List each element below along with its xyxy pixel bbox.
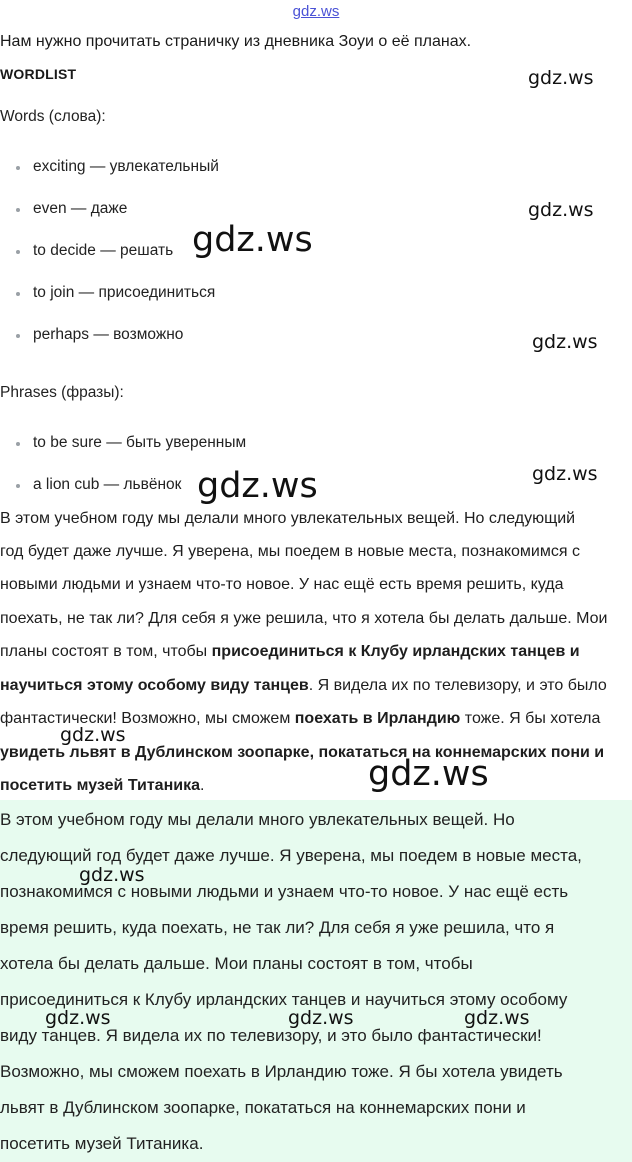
header-watermark-link[interactable]: gdz.ws — [292, 3, 340, 20]
answer-line: время решить, куда поехать, не так ли? Для себя я уже решила, что я — [0, 918, 555, 937]
paragraph-line — [0, 744, 604, 762]
paragraph-line: новыми людьми и узнаем что-то новое. У нас ещё есть время решить, куда — [0, 576, 564, 593]
answer-line: виду танцев. Я видела их по телевизору, и это было фантастически! — [0, 1026, 542, 1045]
answer-line: львят в Дублинском зоопарке, покататься на коннемарских пони и — [0, 1098, 526, 1117]
answer-line: хотела бы делать дальше. Мои планы состоят в том, чтобы — [0, 954, 473, 973]
paragraph-line: фантастически! Возможно, мы сможем поехать в Ирландию тоже. Я бы хотела — [0, 710, 601, 727]
watermark: gdz.ws — [288, 1007, 354, 1029]
watermark: gdz.ws — [368, 754, 489, 794]
highlighted-phrase: научиться этому особому виду танцев — [0, 677, 309, 694]
paragraph-line: посетить музей Титаника. — [0, 777, 205, 794]
answer-line: присоединиться к Клубу ирландских танцев и научиться этому особому — [0, 990, 568, 1009]
paragraph-line: год будет даже лучше. Я уверена, мы поедем в новые места, познакомимся с — [0, 543, 580, 560]
paragraph-line: научиться этому особому виду танцев. Я видела их по телевизору, и это было — [0, 677, 607, 694]
watermark: gdz.ws — [197, 466, 318, 506]
watermark: gdz.ws — [192, 220, 313, 260]
watermark: gdz.ws — [79, 864, 145, 886]
watermark: gdz.ws — [464, 1007, 530, 1029]
bullet-icon — [16, 442, 20, 446]
watermark: gdz.ws — [528, 199, 594, 221]
intro-text: Нам нужно прочитать страничку из дневника Зоуи о её планах. — [0, 33, 472, 50]
wordlist-heading: WORDLIST — [0, 66, 77, 82]
answer-line: познакомимся с новыми людьми и узнаем что-то новое. У нас ещё есть — [0, 882, 569, 901]
words-heading: Words (слова): — [0, 108, 106, 125]
paragraph-line: В этом учебном году мы делали много увлекательных вещей. Но следующий — [0, 510, 576, 527]
bullet-icon — [16, 208, 20, 212]
answer-line: следующий год будет даже лучше. Я уверена, мы поедем в новые места, — [0, 846, 582, 865]
bullet-icon — [16, 250, 20, 254]
answer-line: посетить музей Титаника. — [0, 1134, 204, 1153]
watermark: gdz.ws — [532, 463, 598, 485]
bullet-icon — [16, 166, 20, 170]
watermark: gdz.ws — [60, 724, 126, 746]
bullet-icon — [16, 334, 20, 338]
answer-line: Возможно, мы сможем поехать в Ирландию тоже. Я бы хотела увидеть — [0, 1062, 563, 1081]
paragraph-line: планы состоят в том, чтобы присоединиться к Клубу ирландских танцев и — [0, 643, 580, 660]
bullet-icon — [16, 484, 20, 488]
watermark: gdz.ws — [532, 331, 598, 353]
highlighted-phrase: посетить музей Титаника — [0, 777, 200, 794]
paragraph-line: поехать, не так ли? Для себя я уже решила, что я хотела бы делать дальше. Мои — [0, 610, 608, 627]
watermark: gdz.ws — [528, 67, 594, 89]
answer-block — [0, 800, 632, 1162]
phrases-heading: Phrases (фразы): — [0, 384, 124, 401]
answer-line: В этом учебном году мы делали много увлекательных вещей. Но — [0, 810, 515, 829]
highlighted-phrase: увидеть львят в Дублинском зоопарке, покататься на коннемарских пони и — [0, 744, 605, 761]
watermark: gdz.ws — [45, 1007, 111, 1029]
bullet-icon — [16, 292, 20, 296]
highlighted-phrase: поехать в Ирландию — [294, 710, 461, 727]
highlighted-phrase: присоединиться к Клубу ирландских танцев и — [211, 643, 580, 660]
